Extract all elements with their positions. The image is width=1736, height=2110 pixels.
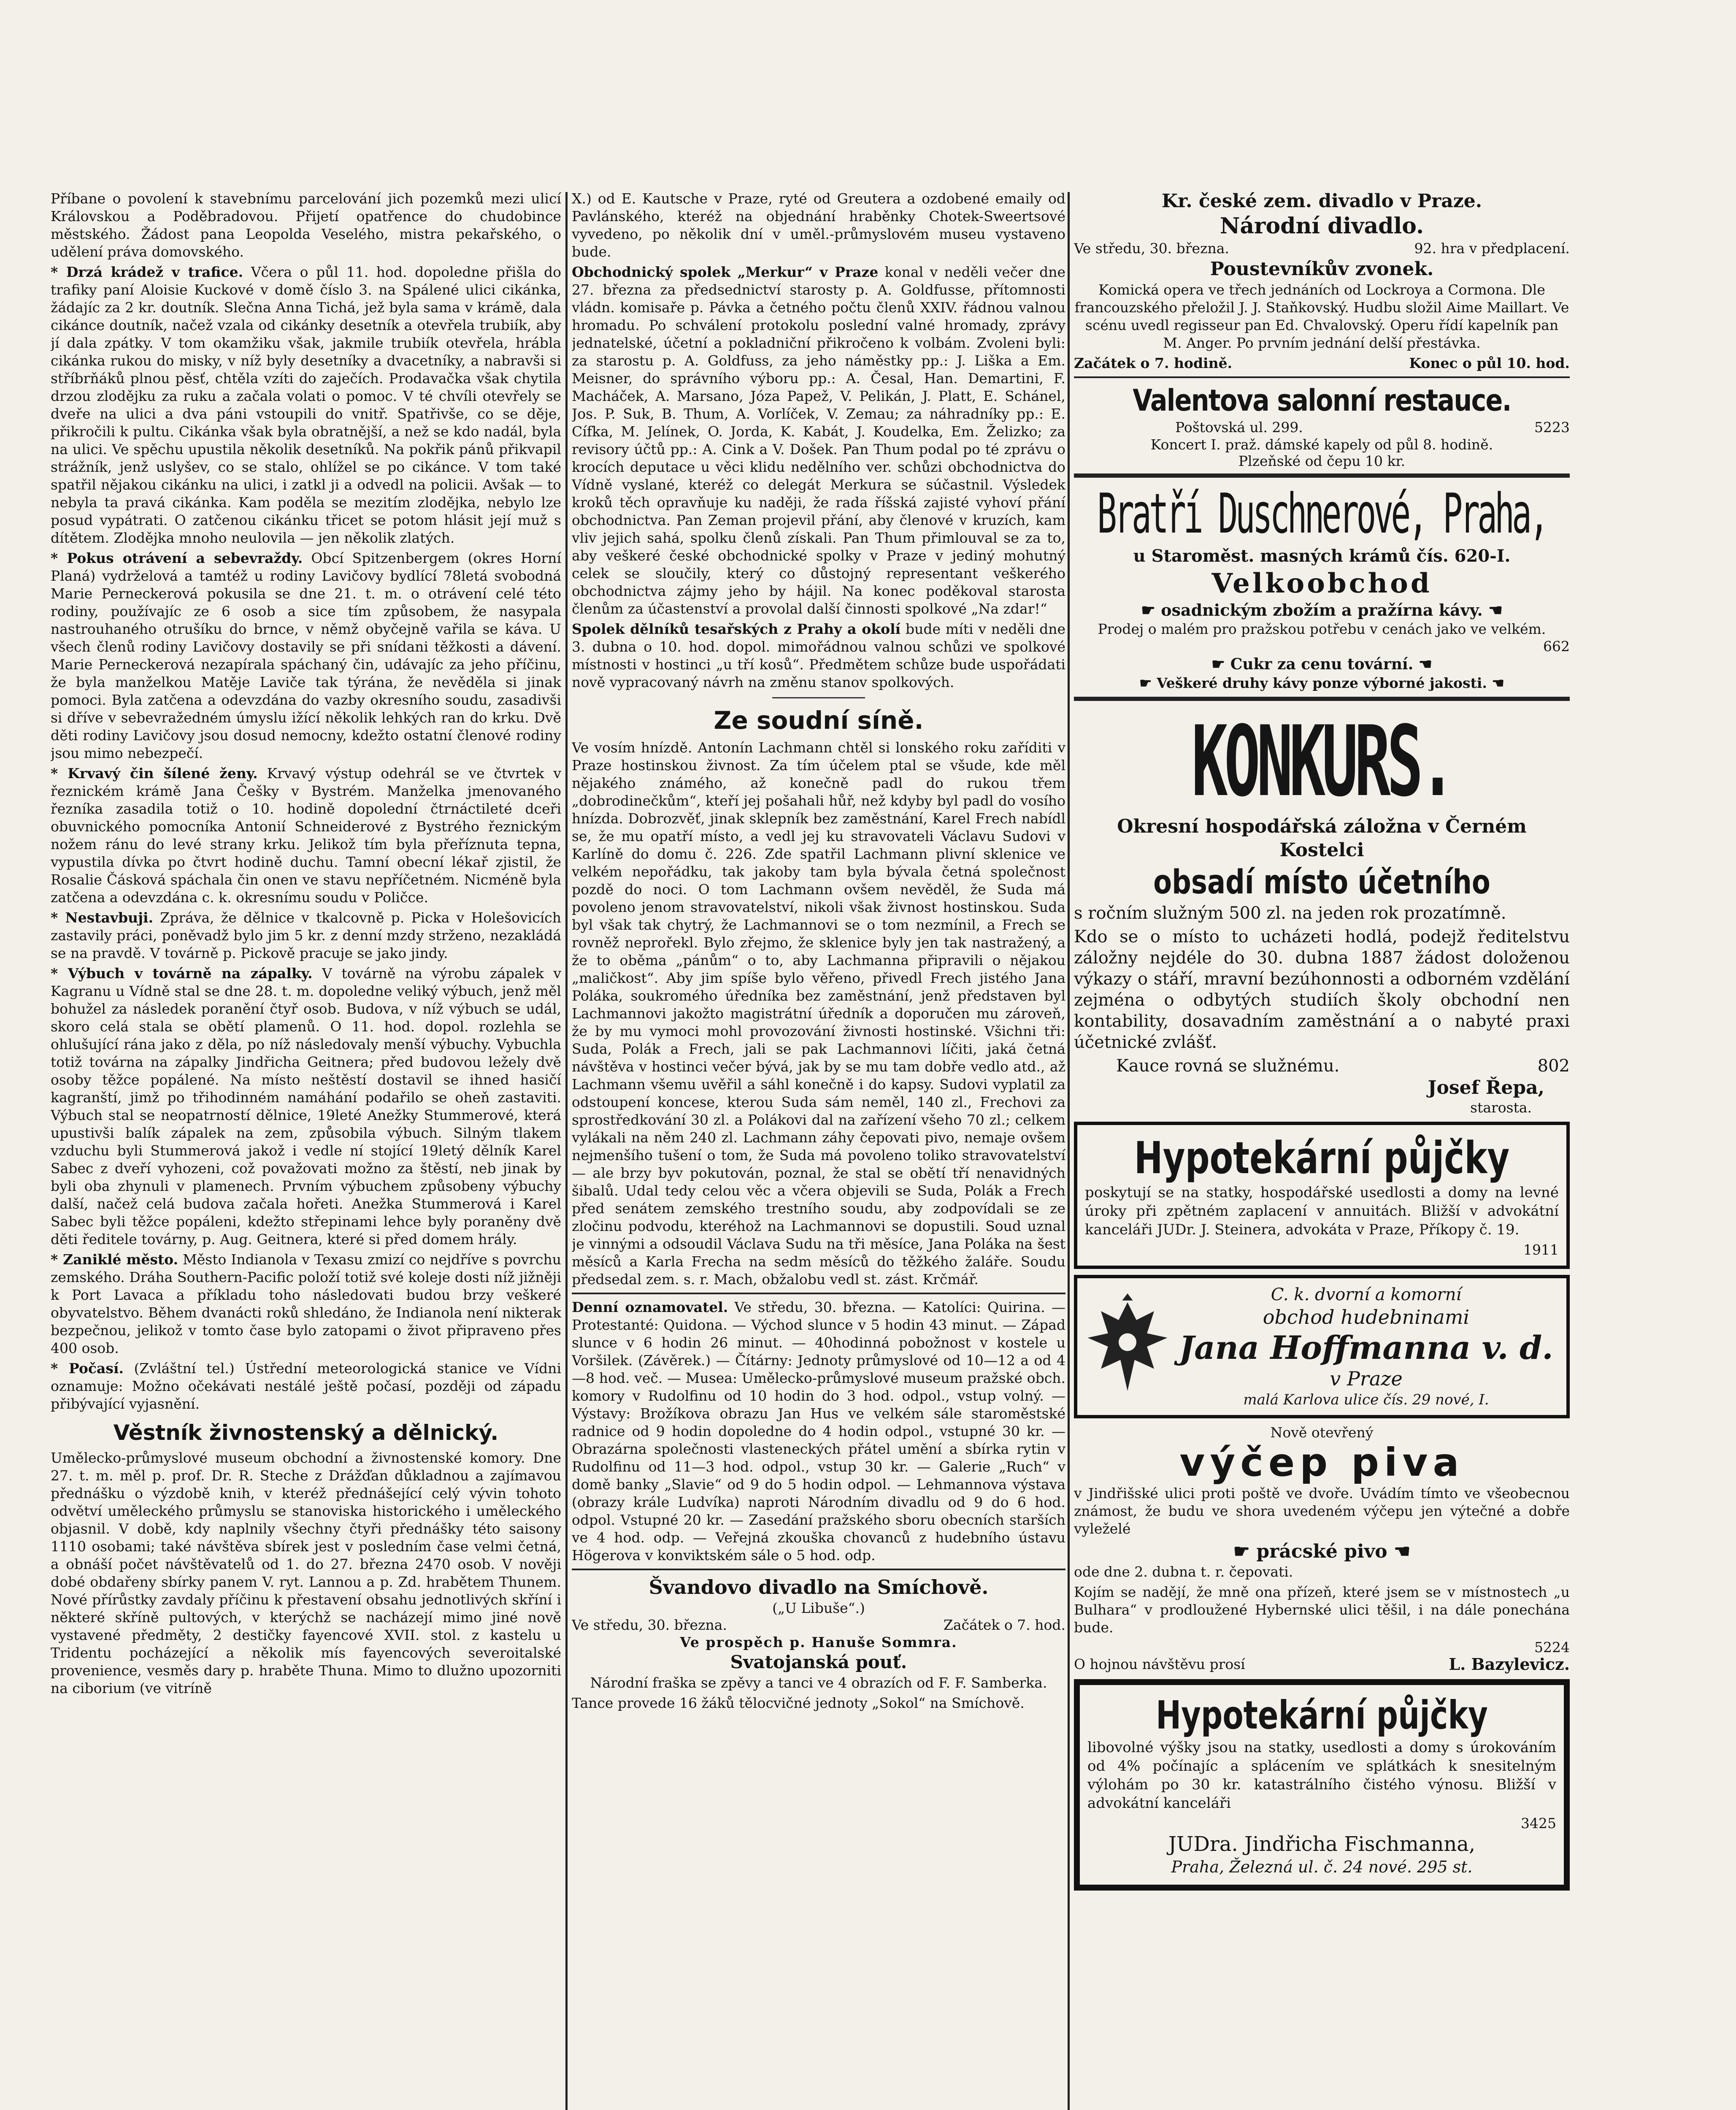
valenta-address-row (1074, 419, 1570, 436)
national-theatre-header: Kr. české zem. divadlo v Praze. (1161, 190, 1482, 212)
konkurs-number: 802 (1537, 1056, 1570, 1076)
paragraph: X.) od E. Kautsche v Praze, ryté od Greutera a ozdobené emaily od Pavlánského, kteréž na objednání hraběnky Chotek-Sweertsové vyvedeno, po několik dní v uměl.-průmyslovém museu vystaveno bude. (572, 190, 1065, 260)
music-shop-name: Jana Hoffmanna v. d. (1179, 1329, 1553, 1366)
mortgage-ad-1 (1074, 1122, 1570, 1269)
news-item (51, 263, 561, 547)
news-text: Obcí Spitzenbergem (okres Horní Planá) vydrželová a tamtéž u rodiny Lavičovy bydlící 78letá svobodná Marie Perneckerová pokusila se dne 21. t. m. o otrávení celé této rodiny, používajíc ze 6 osob a sice tím způsobem, že nasypala nastrouhaného otrušíku do brnce, v němž obyčejně vařila se káva. U všech členů rodiny Lavičovy dostavily se při snídani těžkosti a dávení. Marie Perneckerová nezapírala spáchaný čin, udávajíc za jeho příčinu, že byla manželkou Matěje Laviče tak týrána, že nevěděla si jinak pomoci. Byla zatčena a odevzdána do vazby okresního soudu, zasadivši si dříve v sebevražedném úmyslu ižící několik lehkých ran do krku. Dvě děti rodiny Lavičovy jsou dosud nemocny, kdežto ostatní členové rodiny jsou mimo nebezpečí. (51, 550, 561, 761)
beer-new: Nově otevřený (1270, 1424, 1374, 1441)
pointing-hand-icon: ☚ (1393, 1541, 1411, 1562)
paragraph: Příbane o povolení k stavebnímu parcelování jich pozemků mezi ulicí Královskou a Poděbradovou. Přijetí opatřence do chudobince městského. Žádost pana Leopolda Veselého, mistra pekařského, o udělení práva domovského. (51, 190, 561, 260)
konkurs-signature: Josef Řepa, (1428, 1077, 1544, 1098)
music-shop-logo (1083, 1284, 1560, 1409)
valenta-title: Valentova salonní restauce. (1133, 383, 1511, 418)
duschner-number: 662 (1543, 638, 1570, 655)
opera-title: Poustevníkův zvonek. (1210, 258, 1434, 280)
beer-plea: O hojnou návštěvu prosí (1074, 1656, 1245, 1672)
news-text: bude míti v neděli dne 3. dubna o 10. hod. dopol. mimořádnou valnou schůzi ve spolkové místnosti v hostinci „u tří kosů“. Předmětem schůze bude uspořádati nově vypracovaný návrh na změnu stanov spolkových. (572, 621, 1065, 690)
divider (572, 1293, 1065, 1294)
konkurs-institution: Okresní hospodářská záložna v Černém Kostelci (1117, 816, 1527, 861)
konkurs-obsadi: obsadí místo účetního (1153, 863, 1490, 901)
divider (1074, 697, 1570, 701)
valenta-number: 5223 (1534, 419, 1570, 436)
beer-number: 5224 (1534, 1639, 1570, 1656)
column-3 (1074, 190, 1570, 1896)
pointing-hand-icon: ☚ (1488, 601, 1503, 619)
mortgage-title: Hypotekární půjčky (1134, 1132, 1510, 1184)
opera-times (1074, 354, 1570, 372)
theatre-date-row (1074, 240, 1570, 257)
news-item (572, 263, 1065, 618)
duschner-line-2: Prodej o malém pro pražskou potřebu v cenách jako ve velkém. (1098, 621, 1546, 637)
duschner-line-3 (1074, 655, 1570, 674)
konkurs-bail: Kauce rovná se služnému. (1116, 1056, 1340, 1076)
beer-name-row (1074, 1540, 1570, 1563)
valenta-address: Poštovská ul. 299. (1175, 419, 1303, 436)
news-item (51, 909, 561, 962)
news-headline: * Pokus otrávení a sebevraždy. (51, 550, 303, 566)
theatre-title: Švandovo divadlo na Smíchově. (649, 1576, 989, 1599)
mortgage-ad-2 (1074, 1679, 1570, 1891)
konkurs-title: KONKURS. (1191, 706, 1452, 818)
news-text: (Zvláštní tel.) Ústřední meteorologická stanice ve Vídni oznamuje: Možno očekávati nestálé ještě počasí, později od západu přibývající vyjasnění. (51, 1360, 561, 1412)
konkurs-signature-role: starosta. (1470, 1099, 1532, 1116)
pointing-hand-icon: ☛ (1141, 601, 1156, 619)
theatre-subscription: 92. hra v předplacení. (1414, 240, 1570, 257)
konkurs-bail-row (1074, 1055, 1570, 1077)
pointing-hand-icon: ☛ (1211, 655, 1225, 673)
beer-text: ode dne 2. dubna t. r. čepovati. (1074, 1564, 1293, 1580)
news-item (51, 1360, 561, 1413)
theatre-benefit: Ve prospěch p. Hanuše Sommra. (680, 1634, 957, 1650)
news-headline: * Nestavbuji. (51, 909, 154, 926)
beer-title: výčep piva (1179, 1440, 1464, 1485)
double-eagle-emblem-icon (1083, 1292, 1172, 1401)
news-text: konal v neděli večer dne 27. března za předsednictví starosty p. A. Goldfusse, přítomnosti vládn. komisaře p. Pávka a četného počtu členů XXIV. řádnou valnou hromadu. Po schválení protokolu poslední valné hromady, zprávy jednatelské, účetní a pokladniční přikročeno k volbám. Zvoleni byli: za starostu p. A. Goldfuss, za jeho náměstky pp.: J. Liška a Em. Meisner, do správního výboru pp.: A. Česal, Han. Demartini, F. Macháček, A. Marsano, Józa Papež, V. Pelikán, J. Platt, E. Schánel, Jos. P. Suk, B. Thum, A. Vorlíček, V. Zemau; za náhradníky pp.: E. Cífka, M. Jelínek, O. Jorda, K. Kabát, J. Koudelka, Em. Želizko; za revisory účtů pp.: A. Cink a V. Došek. Pan Thum podal po té zprávu o krocích deputace u věci klidu nedělního ver. schůzi obchodnictva do Vídně vyslané, kteréž co delegát Merkura se súčastnil. Výsledek kroků těch opravňuje ku naději, že rada říšská zajisté vyhoví přání obchodnictva. Pan Zeman projevil přání, aby členové v kruzích, kam vliv jejich sahá, spolku členů získali. Pan Thum přimlouval se za to, aby veškeré české obchodnické spolky v Praze v jediný mohutný celek se sloučily, který co důstojný representant veškerého obchodnictva zájmy jeho by hájil. Na konec poděkoval starosta členům za účastenství a provolal další činnosti spolkové „Na zdar!“ (572, 264, 1065, 617)
duschner-text: osadnickým zbožím a pražírna kávy. (1161, 601, 1483, 619)
beer-text: v Jindřišské ulici proti poště ve dvoře. Uvádím tímto ve všeobecnou známost, že budu ve shora uvedeném výčepu jen výtečné a dobře vyleželé (1074, 1485, 1570, 1537)
news-item (572, 620, 1065, 691)
music-shop-street: malá Karlova ulice čís. 29 nové, I. (1243, 1391, 1489, 1408)
valenta-beer: Plzeňské od čepu 10 kr. (1238, 453, 1406, 469)
news-item (51, 965, 561, 1248)
news-headline: * Počasí. (51, 1360, 124, 1377)
column-rule-right (1068, 192, 1070, 2110)
duschner-text: Cukr za cenu tovární. (1230, 655, 1414, 673)
theatre-time: Začátek o 7. hod. (943, 1617, 1065, 1633)
mortgage-title: Hypotekární půjčky (1156, 1693, 1488, 1738)
divider (1074, 473, 1570, 478)
news-item (51, 549, 561, 762)
news-item (51, 765, 561, 906)
mortgage-text: libovolné výšky jsou na statky, usedlosti a domy s úrokováním od 4% počínajíc a splácením ve splátkách k snesitelným výlohám po 30 kr. katastrálního čistého výnosu. Bližší v advokátní kanceláři (1087, 1739, 1556, 1812)
music-shop-top: C. k. dvorní a komorní (1271, 1285, 1462, 1304)
divider (572, 1569, 1065, 1570)
music-shop-city: v Praze (1330, 1367, 1403, 1390)
column-1 (51, 190, 561, 1700)
mortgage-text: poskytují se na statky, hospodářské usedlosti a domy na levné úroky při zpětném zaplacení v annuitách. Bližší v advokátní kanceláři JUDr. J. Steinera, advokáta v Praze, Příkopy č. 19. (1085, 1184, 1559, 1238)
divider (772, 697, 865, 698)
divider (1074, 376, 1570, 378)
news-text: Včera o půl 11. hod. dopoledne přišla do trafiky paní Aloisie Kuckové v domě číslo 3. na Spálené ulici cikánka, žádajíc za 2 kr. doutník. Slečna Anna Tichá, jež byla sama v krámě, dala cikánce doutník, načež vzala od cikánky desetník a otevřela trubiík, aby jí dala zpátky. V tom okamžiku však, jakmile trubiík otevřela, hrábla cikánka rukou do misky, v níž byly desetníky a dvacetníky, a nabravši si stříbrňáků plnou pěsť, chtěla vzíti do zaječích. Prodavačka však chytila drzou zlodějku za ruku a začala volati o pomoc. V té chvíli otevřely se dveře na ulici a dva páni vstoupili do vnitř. Spatřivše, co se děje, přikročili k pultu. Cikánka však byla obratnější, a než se kdo nadál, byla na ulici. Ve spěchu upustila několik desetníků. Na pokřik pánů přikvapil strážník, jenž uslyšev, co se stalo, ohlížel se po cikánce. V tom také spatřil nějakou cikánku na ulici, i zatkl ji a odvedl na policii. Avšak — to nebyla ta pravá cikánka. Kam poděla se mezitím zlodějka, nebylo lze posud vypátrati. O zatčenou cikánku třicet se potom hlásit její muž s dítětem. Zlodějka mnoho neulovila — jen několik zlatých. (51, 264, 561, 546)
opera-desc: Komická opera ve třech jednáních od Lockroya a Cormona. Dle francouzského přeložil J. J. Staňkovský. Hudbu složil Aime Maillart. Ve scénu uvedl regisseur pan Ed. Chvalovský. Operu řídí kapelník pan M. Anger. Po prvním jednání delší přestávka. (1074, 281, 1569, 351)
news-headline: * Zaniklé město. (51, 1251, 178, 1268)
listing-text: Ve středu, 30. března. — Katolíci: Quirina. — Protestanté: Quidona. — Východ slunce v 5 hodin 43 minut. — Západ slunce v 6 hodin 26 minut. — 40hodinná pobožnost v kostele u Voršilek. (Závěrek.) — Čítárny: Jednoty průmyslové od 10—12 a od 4—8 hod. več. — Musea: Umělecko-průmyslové museum pražské obch. komory v Rudolfinu od 10 hodin do 3 hod. odpol., vstup volný. — Výstavy: Brožíkova obrazu Jan Hus ve velkém sále staroměstské radnice od 9 hodin dopoledne do 4 hodin odpol., vstupné 30 kr. — Obrazárna společnosti vlasteneckých přátel umění a sbírka rytin v Rudolfinu od 11—3 hod. odpol., vstup 30 kr. — Galerie „Ruch“ v domě banky „Slavie“ od 9 do 5 hodin odpol. — Lehmannova výstava (obrazy krále Ludvíka) naproti Národním divadlu od 9 do 6 hod. odpol. Vstupné 20 kr. — Zasedání pražského sboru obecních starších ve 4 hod. odp. — Veřejná zkouška chovanců z hudebního ústavu Högerova v konviktském sále o 5 hod. odp. (572, 1299, 1065, 1564)
daily-listing (572, 1298, 1065, 1564)
column-2 (572, 190, 1065, 1715)
beer-name: prácské pivo (1256, 1541, 1387, 1562)
duschner-line-1 (1074, 600, 1570, 620)
paragraph: Umělecko-průmyslové museum obchodní a živnostenské komory. Dne 27. t. m. měl p. prof. Dr. R. Steche z Drážďan důkladnou a zajímavou přednášku o výzdobě knih, v kteréž přednášející celý vývin tohoto odvětví uměleckého průmyslu se stanoviska historického i uměleckého objasnil. V době, kdy naplnily všechny čtyři přednášky této saisony 1110 osobami; také návštěva sbírek jest v posledním čase velmi četná, a obnáší počet návštěvatelů od 1. do 27. března 2470 osob. V nověji dobé obdařeny sbírky panem V. ryt. Lannou a p. Zd. hrabětem Thunem. Nové přírůstky zavdaly příčinu k přestavení obsahu jednotlivých skříní i některé skříně pultových, v kterýchž se nacházejí mimo jiné nově vystavené předměty, 2 destičky fayencové XVII. stol. z kastelu u Tridentu pocházející a několik mís fayencových severoitalské provenience, vesměs dary p. hraběte Thuna. Mimo to dlužno upozorniti na ciborium (ve vitríně (51, 1450, 561, 1696)
news-headline: Obchodnický spolek „Merkur“ v Praze (572, 264, 879, 280)
duschner-text: Veškeré druhy kávy ponze výborné jakosti. (1157, 675, 1487, 691)
pointing-hand-icon: ☚ (1492, 675, 1504, 691)
theatre-desc: Národní fraška se zpěvy a tanci ve 4 obrazích od F. F. Samberka. (590, 1674, 1047, 1691)
pointing-hand-icon: ☚ (1418, 655, 1433, 673)
duschner-line-4 (1074, 674, 1570, 693)
pointing-hand-icon: ☛ (1139, 675, 1152, 691)
news-text: Krvavý výstup odehrál se ve čtvrtek v řeznickém krámě Jana Češky v Bystrém. Manželka jmenovaného řezníka zasadila totiž o 10. hodině dopolední čtrnáctileté dceři obuvnického pomocníka Antonií Schneiderové z Bystrého řeznickým nožem ránu do levé strany krku. Jelikož tím byla přeříznuta tepna, vypustila dívka po čtvrt hodině duchu. Tamní obecní lékař zjistil, že Rosalie Čásková spáchala čin onen ve stavu nepříčetném. Nicméně byla zatčena a odevzdána c. k. okresnímu soudu v Poličce. (51, 765, 561, 906)
music-shop-ad (1074, 1275, 1570, 1418)
news-headline: * Krvavý čin šílené ženy. (51, 765, 258, 782)
theatre-date-row (572, 1616, 1065, 1634)
theatre-dance: Tance provede 16 žáků tělocvičné jednoty „Sokol“ na Smíchově. (572, 1695, 1025, 1711)
beer-signature: L. Bazylevicz. (1449, 1655, 1570, 1674)
theatre-subtitle: („U Libuše“.) (772, 1600, 865, 1616)
music-shop-mid: obchod hudebninami (1263, 1306, 1470, 1328)
mortgage-address: Praha, Železná ul. č. 24 nové. 295 st. (1171, 1858, 1473, 1876)
court-section-title: Ze soudní síně. (714, 706, 924, 735)
konkurs-text: Kdo se o místo to ucházeti hodlá, podejž ředitelstvu záložny nejdéle do 30. dubna 1887 žádost doloženou výkazy o stáří, mravní bezúhonnosti a odborném vzdělání zejména o odbytých studiích školy obchodní nen kontability, dosavadním zaměstnání a o nabyté praxi účetnické zvlášť. (1074, 927, 1570, 1052)
opera-end: Konec o půl 10. hod. (1409, 355, 1570, 371)
pointing-hand-icon: ☛ (1233, 1541, 1250, 1562)
duschner-title: Bratří Duschnerové, Praha, (1097, 482, 1547, 546)
news-headline: * Drzá krádež v trafice. (51, 264, 243, 280)
beer-text: Kojím se nadějí, že mně ona přízeň, které jsem se v místnostech „u Bulhara“ v prodloužené Hybernské ulici těšil, i na dále ponechána bude. (1074, 1584, 1570, 1636)
theatre-date: Ve středu, 30. března. (572, 1617, 727, 1633)
news-headline: Spolek dělníků tesařských z Prahy a okolí (572, 621, 901, 637)
court-report: Ve vosím hnízdě. Antonín Lachmann chtěl si lonského roku zaříditi v Praze hostinskou živnost. Za tím účelem ptal se všude, kde měl nějakého známého, až konečně padl do rukou třem „dobrodinečkům“, kteří jej pošahali hůř, než kdyby byl padl do vosího hnízda. Dobrozvěť, jinak sklepník bez zaměstnání, Karel Frech nabídl se, že mu opatří místo, a vedl jej ku stravovateli Václavu Sudovi v Karlíně do domu č. 226. Zde spatřil Lachmann plivní sklenice ve velkém nepořádku, tak jakoby tam byla bývala četná společnost pozdě do noci. O tom Lachmann ovšem nevěděl, že Suda má povoleno jenom stravovatelství, nikoli však živnost hostinskou. Suda byl však tak chytrý, že Lachmannovi se o tom nezmínil, a Frech se rovněž neprořekl. Bylo zřejmo, že sklenice byly jen tak nastražený, a že to oběma „pánům“ o to, aby Lachmanna připravili o nějakou „maličkost“. Aby jim spíše bylo věřeno, přivedl Frech jistého Jana Poláka, soukromého úředníka bez zaměstnání, jenž představen byl Lachmannovi jakožto magistrátní úředník a doporučen mu zároveň, že by mu vymoci mohl provozování živnosti hostinské. Všichni tři: Suda, Polák a Frech, jali se pak Lachmannovi líčiti, jaká četná návštěva v hostinci večer bývá, jak by se mu tam dobře vedlo atd., až Lachmann všemu uvěřil a sáhl konečně i do kapsy. Sudovi vyplatil za odstoupení koncese, kterou Suda sám neměl, 140 zl., Frechovi za sprostředkování 30 zl. a Polákovi dal na zařízení všeho 70 zl.; celkem vylákali na něm 240 zl. Lachmann záhy čepovati pivo, nemaje ovšem nejmenšího tušení o tom, že Suda má povoleno toliko stravovatelství — ale brzy byv pokutován, poznal, že stal se obětí tří nenavidných šibalů. Udal tedy celou věc a včera objevili se Suda, Polák a Frech před senátem zemského trestního soudu, aby zodpovídali se ze zločinu podvodu, kteréhož na Lachmannovi se dopustili. Soud uznal je vinnými a odsoudil Václava Sudu na tři měsíce, Jana Poláka na šest měsíců a Karla Frecha na sedm měsíců do těžkého žaláře. Soudu předsedal zem. s. r. Mach, obžalobu vedl st. zást. Krčmář. (572, 739, 1065, 1288)
mortgage-number: 3425 (1521, 1815, 1556, 1831)
mortgage-number: 1911 (1523, 1242, 1559, 1258)
theatre-play: Svatojanská pouť. (730, 1652, 907, 1672)
news-item (51, 1251, 561, 1357)
news-text: V továrně na výrobu zápalek v Kagranu u Vídně stal se dne 28. t. m. dopoledne veliký výbuch, jenž měl bohužel za následek poranění čtyř osob. Budova, v níž výbuch se udál, skoro celá stala se obětí plamenů. O 11. hod. dopol. rozlehla se ohlušující rána jako z děla, po níž následovaly menší výbuchy. Vybuchla totiž továrna na zápalky Jindřicha Geitnera; před budovou ležely dvě osoby těžce popálené. Na místo neštěstí dostavil se ihned hasičí kagranští, jimž po třihodinném namáhání podařilo se oheň zastaviti. Výbuch stal se neopatrností dělnice, 19leté Anežky Stummerové, která upustivši balík zápalek na zem, způsobila výbuch. Silným tlakem vzduchu byli Stummerová jakož i vedle ní stojící 19letý dělník Karel Sabec z dveří vyhozeni, což považovati možno za štěstí, neb jinak by byli oba zhynuli v plamenech. Prvním výbuchem způsobeny výbuchy další, načež celá budova začala hořeti. Anežka Stummerová i Karel Sabec byli těžce popáleni, kdežto střepinami lehce byly poraněny dvě děti ředitele továrny, p. Aug. Geitnera, které si před domem hrály. (51, 965, 561, 1247)
listing-headline: Denní oznamovatel. (572, 1299, 728, 1315)
duschner-wholesale: Velkoobchod (1211, 568, 1432, 599)
theatre-date: Ve středu, 30. března. (1074, 240, 1229, 257)
duschner-address: u Staroměst. masných krámů čís. 620-I. (1133, 546, 1511, 566)
konkurs-text: s ročním služným 500 zl. na jeden rok prozatímně. (1074, 904, 1506, 923)
opera-start: Začátek o 7. hodině. (1074, 355, 1233, 371)
national-theatre-name: Národní divadlo. (1220, 213, 1424, 239)
section-title: Věstník živnostenský a dělnický. (113, 1420, 499, 1445)
news-headline: * Výbuch v továrně na zápalky. (51, 965, 313, 982)
beer-signature-row (1074, 1656, 1570, 1673)
mortgage-lawyer: JUDra. Jindřicha Fischmanna, (1168, 1832, 1476, 1856)
news-text: Zpráva, že dělnice v tkalcovně p. Picka v Holešovicích zastavily práci, poněvadž bylo jim 5 kr. z denní mzdy strženo, nezakládá se na pravdě. V továrně p. Pickově pracuje se jako jindy. (51, 909, 561, 961)
valenta-concert: Koncert I. praž. dámské kapely od půl 8. hodině. (1150, 436, 1493, 453)
news-text: Město Indianola v Texasu zmizí co nejdříve s povrchu zemského. Dráha Southern-Pacific položí totiž své koleje dosti níž jižněji k Port Lavaca a příkladu toho následovati budou brzy veškeré obyvatelstvo. Během dvanácti roků shledáno, že Indianola není nikterak bezpečnou, jelikož v tomto čase bylo zatopami o život připraveno přes 400 osob. (51, 1251, 561, 1356)
column-rule-left (565, 192, 568, 2110)
